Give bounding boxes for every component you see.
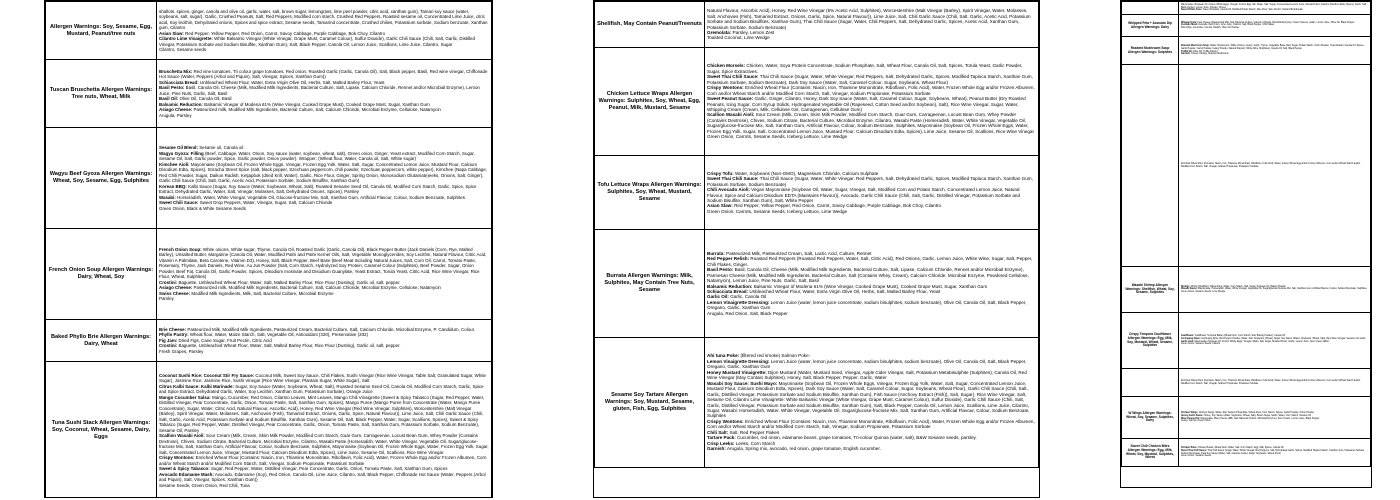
ingredient-text: Roasted Red Peppers (Roasted Red Peppers, Water, Salt, Citric Acid), Red Onions, Garlic, Lemon Juice, White Wine, Sugar, Salt, Pepper, Chili Flakes, Ginger. xyxy=(707,256,1033,267)
ingredient-text: Lemon Juice (water, lemon juice concentrate, sodium bisulphites, sodium benzoate), Olive Oil, Canola Oil, Salt, Black Pepper, Oregano, Garlic, Xanthan Gum xyxy=(707,299,1027,311)
menu-item-row xyxy=(595,338,1039,468)
ingredient-line xyxy=(707,381,1036,419)
ingredient-label: Sweet Thai Chili Sauce: xyxy=(707,74,759,80)
menu-item-ingredients xyxy=(1179,65,1371,267)
ingredient-text: Sour Cream (Milk, Cream, Skim Milk Powder, Modified Corn Starch, Guar Gum, Carrageenan, Locust Bean Gum, Whey Powder (Contains Dextrose), Chives, Sodium Citrate, Bacterial Culture, Microbial Enzyme, Cilantro, Wasabi Paste (Horseradish, Water, White Vinegar, Vegetable Oil, Sugar/glucose-fructose Mix, Salt, Xanthan Gum, Artificial Flavour, Colour, Sodium Benzoate, Sulphites, Mayonnaise (Soybean Oil, Frozen Whole Eggs, Water, Frozen Egg Yolk, Sugar, Salt, Concentrated Lemon Juice, Mustard Flour, Calcium Disodium Edta, Spices), Lime Juice, Sesame Oil, Scallions, Rice Wine Vinegar xyxy=(707,112,1034,134)
menu-item-ingredients xyxy=(157,2,492,60)
ingredient-label: Chicken Wings: xyxy=(1181,412,1199,415)
menu-item-ingredients xyxy=(157,60,492,128)
ingredient-text: Mayonnaise, Blue Cheese (Milk, Salt, Bacterial Culture, Microbial Enzyme), Sour Cream, Lemon Juice, Black Pepper xyxy=(1200,417,1320,420)
ingredient-text: Sour Cream (Milk, Cream, Skim Milk Powder, Modified Corn Starch, Guar Gum, Carrageenan, Locust Bean Gum, Whey Powder (Contains Dextrose), Chives, Sodium Citrate, Bacterial Culture, Microbial Enzyme, Cilantro, Wasabi Paste (Horseradish, Water, White Vinegar, Vegetable Oil, Sugar/glucose-fructose Mix, Salt, Xanthan Gum, Artificial Flavour, Colour, Sodium Benzoate, Sulphites, Mayonnaise (Soybean Oil, Frozen Whole Eggs, Water, Frozen Egg Yolk, Sugar, Salt, Concentrated Lemon Juice, Vinegar, Mustard Flour, Calcium Disodium Edta, Spices), Lime Juice, Sesame Oil, Scallions, Rice Wine Vinegar xyxy=(159,433,489,455)
ingredient-label: Chili Avocado Aioli: xyxy=(707,187,750,193)
ingredient-line xyxy=(707,96,1036,112)
menu-item-ingredients xyxy=(705,230,1039,338)
ingredient-label: Garlic Aioli: xyxy=(1181,340,1194,343)
ingredient-label: Phyllo Pastry: xyxy=(159,332,189,338)
ingredient-label: Gremolata: xyxy=(707,29,732,35)
ingredient-text: Gochujang (Rice, Red Pepper Powder, Water, Salt, Soybeans, Wheat), Sugar, Soy Sauce (Water, Soybeans, Wheat, Salt), Rice Wine Vinegar, Sesame Oil, Garlic xyxy=(1201,337,1366,340)
ingredient-line xyxy=(159,162,489,184)
ingredient-text: Thai Chili Sauce (Sugar, Water, White Vinegar, Red Peppers, Salt, Dehydrated Garlic, Spices, Modified Tapioca Starch, Xanthan Gum, Potassium Sorbate, Sodium Benzoate), Dark Soy Sauce (Water, Salt, Caramel Colour, Sugar, Soybeans, Wheat Flour) xyxy=(707,74,1033,85)
ingredient-label: Crisp Leeks: xyxy=(707,440,735,446)
ingredient-label: Burrata: xyxy=(707,250,725,256)
allergen-table-left xyxy=(45,1,492,498)
ingredient-label: Schiacciata Bread: xyxy=(707,288,749,294)
ingredient-text: Arugula, Red Onion, Salt, Black Pepper xyxy=(707,310,788,316)
ingredient-line xyxy=(707,359,1036,370)
ingredient-text: Cucumber, red onion, edamame beans, grape tomatoes, Tri-colour Quinoa (water, salt), B&W Sesame seeds, parsley. xyxy=(737,435,977,441)
ingredient-label: Brie Cheese: xyxy=(159,326,187,332)
ingredient-label: Sesame Oil Blend: xyxy=(159,145,198,150)
ingredient-label: Fig Jam: xyxy=(159,337,178,343)
menu-item-row xyxy=(595,2,1039,48)
menu-item-ingredients xyxy=(705,48,1039,156)
ingredient-label: Whipped Feta: xyxy=(1181,21,1197,24)
menu-item-name: Chicken Lettuce Wraps Allergen Warnings: Sulphites, Soy, Wheat, Egg, Peanut, Milk, Mustard, Sesame xyxy=(595,48,705,156)
ingredient-label: Shrimp: xyxy=(1181,285,1190,288)
menu-item-name: Wagyu Beef Gyoza Allergen Warnings: Wheat, Soy, Sesame, Egg, Sulphites xyxy=(46,128,157,229)
ingredient-text: Parsley, Lemon Zest xyxy=(732,29,775,35)
ingredient-line xyxy=(707,187,1036,203)
ingredient-label: Asian Slaw: xyxy=(159,30,184,36)
ingredient-line xyxy=(707,446,1036,451)
ingredient-line xyxy=(159,151,489,162)
ingredient-text: Mayonnaise (Soybean Oil, Frozen Whole Eggs, Vinegar, Frozen Egg Yolk, Water, Salt, Sugar, Concentrated Lemon Juice, Mustard Flour, Calcium Disodium Edta, Spices), Garlic, Salt, Black Pepper, Lemon Juice, Parsley, Chives xyxy=(1181,4,1367,9)
ingredient-text: Cauliflower, Tempura Batter (Wheat Flour, Corn Starch, Salt, Baking Powder), Canola Oil xyxy=(1194,335,1286,338)
ingredient-label: Red Pepper Relish: xyxy=(707,256,750,262)
ingredient-line xyxy=(159,472,489,483)
menu-item-ingredients xyxy=(1179,37,1371,65)
ingredient-label: Korean BBQ: xyxy=(159,183,187,189)
menu-item-name: Burrata Allergen Warnings: Milk, Sulphites, May Contain Tree Nuts, Sesame xyxy=(595,230,705,338)
allergen-menu-left xyxy=(44,0,493,498)
ingredient-text: Coconut Milk, Sweet Soy Sauce, Chili Flakes, Sushi Vinegar (Rice Wine Vinegar, Table Salt, Granulated Sugar, White Sugar), Jasmine Rice: Jasmine Rice, Sushi Vinegar (Rice Wine Vinegar, Plantain Sugar, White Sugar), Salt xyxy=(159,372,487,384)
ingredient-text: Green Onion, Carrots, Sesame Seeds, Iceberg Lettuce, Lime Wedge xyxy=(707,208,848,214)
menu-item-name: Crispy Tempura Cauliflower Allergen Warnings: Egg, Milk, Soy, Mustard, Wheat, Sesame, Sulphites xyxy=(1122,313,1179,369)
ingredient-line xyxy=(159,47,489,53)
allergen-menu-center xyxy=(593,0,1040,498)
menu-item-ingredients xyxy=(157,320,492,362)
ingredient-line xyxy=(707,209,1036,214)
ingredient-text: Sugar, Red Pepper, Water, Distilled Vinegar, Pear Concentrate, Garlic, Onion, Tomato Paste, Salt, Xanthan Gum, Spices xyxy=(210,466,448,472)
menu-item-row xyxy=(46,60,492,128)
ingredient-text: Wheat flour, Water, Maize Starch, Salt, Vegetable Oil, Antioxidant (320), Preservative (202) xyxy=(189,332,368,338)
menu-item-name xyxy=(1122,369,1179,397)
ingredient-line xyxy=(707,63,1036,74)
ingredient-label: Sweet Thai Chili Sauce: xyxy=(707,176,759,182)
ingredient-label: Cauliflower: xyxy=(1181,335,1195,338)
ingredient-text: Mango, Cucumber, Red Onion, Cilantro Leaves, Mint Leaves, Mango Chili Vinaigrette (Sweet & Spicy Tabasco (Sugar, Red Pepper, Water, Distilled Vinegar, Pear Concentrate, Garlic, Onion, Tomato Paste, Salt, Xanthan Gum, Spices), Mango Puree (Mango Puree from Concentrate (Water, Mango Puree Concentrate), Sugar, Water, Citric Acid, Natural Flavour, Ascorbic Acid), Honey, Red Wine Vinegar (Red Wine Vinegar, Sulphites), Worcestershire (Malt Vinegar (Barley), Spirit Vinegar, Water, Molasses, Salt, Anchovies (Fish), Tamarind Extract, Onions, Garlic, Spice, Natural Flavour)), Lime Juice, Salt, Chili Garlic Sauce (Chili, Salt, Garlic, Acetic Acid, Potassium Sorbate and Sodium Bisulfite, Xanthan Gum), Sesame Oil, Salt, Black Pepper, Water, Sugar, Scallions, Spices), Sweet & Spicy Tabasco (Sugar, Red Pepper, Water, Distilled Vinegar, Pear Concentrate, Garlic, Onion, Tomato Paste, Salt, Xanthan Gum, Potassium Sorbate, Sodium Benzoate), Sesame Oil, Parsley xyxy=(159,394,485,433)
ingredient-text: (filtered red smoke) Salmon Poke: xyxy=(740,353,810,359)
menu-item-name: Allergen Warnings: Soy, Sesame, Egg, Mustard, Peanut/tree nuts xyxy=(46,2,157,60)
ingredient-label: Wasabi Soy Sauce: Sushi Mayo: xyxy=(707,380,778,386)
menu-item-ingredients xyxy=(1179,313,1371,369)
ingredient-label: Sweet Potato Fries: xyxy=(1181,9,1203,12)
ingredient-text: White onions, White sugar, Thyme, Canola Oil, Roasted Garlic (Garlic, Canola Oil), Black Pepper Butter (Jack Daniels (Corn, Rye, Malted Barley), Unsalted Butter, Margarine (Canola Oil, Water, Modified Palm and Palm Kernel Oils, Salt, Vegetable Monoglycerides, Soy Lecithin, Natural Flavour, Citric Acid, Vitamin A Palmitate, Beta Carotene, Vitamin D3), Honey, Salt, Black Pepper, Beef Base (Beef Meat Including Natural Juices, Salt, Corn Oil, Carrot, Tomato Paste, Rosemary, Thyme, Jack Daniels, Red Wine, Au Jus Powder (Salt, Corn Starch, Hydrolyzed Soy Protein, Caramel Colour (Sulphites), Beef Powder, Sugar, Onion Powder, Beef Fat, Canola Oil, Garlic Powder, Spices, Disodium Inosinate and Disodium Guanylate, Yeast Extract, Torula Yeast, Citric Acid, Rice Wine Vinegar, Rice Flour, Wheat, Sulphites) xyxy=(159,246,487,279)
ingredient-label: Avocado Edamame Mash: xyxy=(159,471,214,477)
menu-item-row xyxy=(46,229,492,320)
ingredient-text: Unbleached Wheat Flour, Water, Extra Virgin Olive Oil, Herbs, Salt, Malted Barley Flour, Yeast xyxy=(749,288,941,294)
ingredient-text: Arugula, Parsley xyxy=(159,112,192,118)
ingredient-text: Mayonnaise (Soybean Oil, Frozen Whole Eggs, Vinegar, Frozen Egg Yolk, Water, Salt, Sugar, Concentrated Lemon Juice, Mustard Flour, Calcium Disodium Edta, Spices), Sriracha Street Spice (salt, black pepper, Szechuan peppercorn, chili powder, Szechuan peppercorn, white pepper), Kimchee (Napa Cabbage, Red Chili Powder, Sugar, Daikon Radish, Ketjapbok (dried Krill, Water), Garlic, Rice Flour, Ginger, Spring Onion, Monosodium Glutamate)eeks, Onions, Salt, Ginger), Garlic Chili Sauce (Chili, Salt, Garlic, Acetic Acid, Potassium Sorbate, Sodium Bisulfite, Xanthan Gum) xyxy=(159,161,488,183)
allergen-table-center xyxy=(594,1,1039,468)
menu-item-ingredients xyxy=(1179,15,1371,37)
ingredient-text: Sesame Seeds, Green Onion, Red Chili, Tuna xyxy=(159,482,250,488)
ingredient-label: Asiago Cheese: xyxy=(159,285,193,290)
ingredient-text: Red vine tomatoes, Tri colour grape tomatoes, Red onion, Roasted Garlic (Garlic, Canola Oil), Salt, Black pepper, Basil, Red wine vinegar, Chiffonade Hot Sauce (Water, Peppers (Arbol and Piquin), Salt, Vinegar, Spices, Xanthan Gum)) xyxy=(159,68,488,80)
ingredient-label: Crispy Wontons: xyxy=(159,455,195,461)
menu-item-name: Tuna Sushi Stack Allergen Warnings: Soy, Coconut, Wheat, Sesame, Dairy, Eggs xyxy=(46,362,157,499)
ingredient-text: Enriched Wheat Flour (Contains: Niacin, Iron, Thiamine Mononitrate, Riboflavin, Folic Acid), Water, Frozen Whole Egg and/or Frozen Albumen, Corn and/or Wheat Starch and/or Modified Corn Starch, Salt, Vinegar, Sodium Propionate, Potassium Sorbate xyxy=(1181,162,1361,168)
ingredient-text: Balsamic Vinegar of Modena 61% (Wine Vinegar, Cooked Grape Must), Cooked Grape Must, Sugar, Xanthan Gum xyxy=(753,283,988,289)
ingredient-label: Wasabi: xyxy=(159,194,176,200)
menu-item-name: Sweet Chili Chicken Bites Allergen Warnings: Egg, Milk, Wheat, Soy, Mustard, Sulphites, Wheat xyxy=(1122,439,1179,467)
menu-item-row xyxy=(1122,65,1371,267)
ingredient-text: Vegan Mayonnaise (Soybean Oil, Water, Sugar, Vinegar, Salt, Modified Corn and Potato Starch, Concentrated Lemon Juice, Natural Flavour, Spice and Calcium Disodium EDTA (Maintains Flavour)), Avocado, Garlic Chili Sauce (Chili, Salt, Garlic, Distilled Vinegar, Potassium Sorbate and Sodium Bisulfite, Xanthan Gum), Salt, White Pepper xyxy=(707,187,1021,203)
menu-item-name: Tuscan Bruschetta Allergen Warnings: Tree nuts, Wheat, Milk xyxy=(46,60,157,128)
ingredient-label: Crostini: xyxy=(159,343,178,349)
ingredient-label: Lemon Vinaigrette Dressing: xyxy=(707,299,770,305)
ingredient-text: Thai Chili Sauce (Sugar, Water, White Vinegar, Red Peppers, Salt, Dehydrated Garlic, Spices, Modified Tapioca Starch, Xanthan Gum, Potassium Sorbate, Sodium Benzoate), Dark Soy Sauce (Water, Salt, Caramel Colour, Sugar, Soybeans, Wheat Flour) xyxy=(1181,449,1365,455)
ingredient-text: Natural Flavour, Ascorbic Acid), Honey, Red Wine Vinegar (5% Acetic Acid, Sulphites), Worcestershire (Malt Vinegar (Barley), Spirit Vinegar, Water, Molasses, Salt, Anchovies (Fish), Tamarind Extract, Onions, Garlic, Spice, Natural Flavour)), Lime Juice, Salt, Chili Garlic Sauce (Chili, Salt, Garlic, Acetic Acid, Potassium Sorbate and Sodium Bisulfites, Xanthan Gum), Thai Chili Sauce (Sugar, Water, Chili Peppers, Salt, Dehydrated Garlic, Spices, Acetic Acid, Xanthan Gum, Potassium Sorbate, Sodium Benzoate) xyxy=(707,8,1031,30)
ingredient-text: Green Onion, Black & White Sesame Seeds xyxy=(159,205,246,211)
ingredient-line xyxy=(159,384,489,395)
ingredient-text: Baguette, Unbleached Wheat Flour, Water, Salt, Malted Barley Flour, Rice Flour (Dusting), Garlic oil, salt, pepper. xyxy=(178,279,401,285)
ingredient-label: Mango Cucumber Salsa: xyxy=(159,394,211,400)
ingredient-line xyxy=(707,85,1036,96)
menu-item-ingredients xyxy=(1179,2,1371,15)
menu-item-row xyxy=(1122,37,1371,65)
ingredient-line xyxy=(1181,380,1368,385)
menu-item-name xyxy=(1122,65,1179,267)
menu-item-ingredients xyxy=(705,338,1039,468)
ingredient-line xyxy=(1181,27,1368,30)
ingredient-line xyxy=(707,311,1036,316)
ingredient-text: Avocado, Edamame (Soy), Red Onion, Canola Oil, Lime Juice, Cilantro, Salt, Black Pepper, Chiffonade Hot Sauce (Water, Peppers (Arbol and Piquin), Salt, Vinegar, Spices, Xanthan Gum)) xyxy=(159,471,486,483)
ingredient-text: Feta Cheese (Pasteurized Milk, Salt, Bacterial Culture, Calcium Chloride, Microbial Enzyme), Cream Cheese, Garlic, Lemon Juice, Olive Oil, Black Pepper xyxy=(1197,21,1355,24)
ingredient-line xyxy=(159,483,489,489)
ingredient-label: Bruschetta Mix: xyxy=(159,68,193,74)
ingredient-line xyxy=(1181,291,1368,294)
ingredient-line xyxy=(159,107,489,113)
menu-item-name: Baked Phyllo Brie Allergen Warnings: Dairy, Wheat xyxy=(46,320,157,362)
ingredient-label: Roasted Mushroom Soup: xyxy=(1181,45,1210,48)
ingredient-text: Enriched Wheat Flour (Contains: Niacin, Iron, Thiamine Mononitrate, Riboflavin, Folic Acid), Water, Frozen Whole Egg and/or Frozen Albumen, Corn and/or Wheat Starch and/or Modified Corn Starch, Salt, Vinegar, Sodium Propionate, Potassium Sorbate xyxy=(707,418,1035,430)
ingredient-label: Ahi tuna Poke: xyxy=(707,353,740,359)
menu-item-row xyxy=(46,362,492,499)
ingredient-text: Mayonnaise, Horseradish, Water, White Vinegar, Vegetable Oil, Sugar/glucose-fructose Mix, Salt, Xanthan Gum, Artificial Flavour, Colour, Sodium Benzoate, Sulphites xyxy=(1197,288,1367,291)
ingredient-line xyxy=(159,85,489,96)
ingredient-text: shallots, spices, ginger, canola and olive oil, garlic, water, salt, brown sugar, lemongrass, lime peel powder, citric acid, xanthan gum), Tamari soy sauce (water, soybeans, salt, sugar), Garlic, Crushed Peanuts, Salt, Red Peppers, Modified corn starch, Crushed Red Peppers, Roasted sesame oil, Concentrated Lime Juice, citric acid, Soy lecithin, Dehydrated onions, Spices and spice extract, Sesame seeds, Tamarind concentrate, Crushed chilies, Potassium sorbate, Sodium benzoate, Xanthan gum, Cilantro xyxy=(159,8,488,30)
ingredient-line xyxy=(159,373,489,384)
ingredient-line xyxy=(1181,455,1368,458)
ingredient-line xyxy=(707,134,1036,139)
ingredient-text: Kalbi Sauce (Sugar, Soy Sauce (Water, Soybeans, Wheat, Salt), Roasted Sesame Seed Oil, Canola Oil, Modified Corn Starch, Garlic, Spice, Spice Extract, Dehydrated Garlic, Water, Salt, Vinegar, Molasses, Salt, Dehydrated Onions, Spices), Parsley xyxy=(159,183,477,194)
ingredient-text: Pasteurized Milk, Pasteurized Cream, Salt, Lactic Acid, Culture, Rennet xyxy=(726,250,872,256)
ingredient-label: Swiss Cheese: xyxy=(159,290,191,296)
ingredient-text: Green Onion, Carrots, Sesame Seeds, Iceberg Lettuce, Lime Wedge xyxy=(707,134,848,140)
ingredient-text: Toasted Coconut, Lime Wedge xyxy=(707,35,770,41)
ingredient-label: Citrus Kalbi Sauce: Kalbi Marinade: xyxy=(159,383,234,389)
ingredient-label: Asiago Cheese: xyxy=(159,107,193,113)
menu-item-row xyxy=(1122,439,1371,467)
ingredient-text: Dried Figs, Cane Sugar, Fruit Pectin, Citric Acid xyxy=(178,337,272,343)
ingredient-text: Balsamic Vinegar of Modena 61% (Wine Vinegar, Cooked Grape Must), Cooked Grape Must, Sugar, Xanthan Gum xyxy=(204,101,430,107)
ingredient-label: Crispy Wontons: xyxy=(707,85,744,91)
ingredient-label: Avocado Mash: xyxy=(1181,24,1198,27)
ingredient-label: Sweet Peanut Sauce: xyxy=(707,96,754,102)
ingredient-text: Celery, Carrots, Green Onion xyxy=(1181,420,1211,423)
ingredient-label: Basil Oil: xyxy=(159,96,179,102)
ingredient-text: Basil, Canola Oil, Cheese (Milk, Modified Milk Ingredients, Bacterial Culture, Salt, Lipase, Calcium Chloride, Rennet and/or Microbial Enzyme), Parmesan Cheese (Milk, Modified Milk Ingredients, Bacterial Culture, Salt (Contains Whey, Cream), Calcium Chloride, Microbial Enzyme, Powdered Cellulose, Natamycin), Lemon Juice, Pine Nuts, Garlic, Salt, Basil xyxy=(707,267,1029,284)
ingredient-line xyxy=(159,113,489,119)
menu-item-name xyxy=(1122,2,1179,15)
menu-item-row xyxy=(46,2,492,60)
ingredient-text: Thai Chili Sauce (Sugar, Water, White Vinegar, Red Peppers, Salt, Dehydrated Garlic, Spices, Modified Tapioca Starch, Xanthan Gum, Potassium Sorbate, Sodium Benzoate) xyxy=(707,176,1033,187)
ingredient-label: Garnish: xyxy=(707,446,726,452)
ingredient-text: Red Pepper, Yellow Pepper, Red Onion, Carrot, Savoy Cabbage, Purple Cabbage, Bok Choy, Cilantro xyxy=(734,203,942,209)
ingredient-label: Wasabi Sauce: xyxy=(1181,288,1198,291)
ingredient-label: Chili Salt: xyxy=(707,429,729,435)
ingredient-text: Pita Chips, Cucumber, Carrots, Radish, Olive Oil, Parsley xyxy=(1181,26,1240,29)
menu-item-row xyxy=(1122,397,1371,439)
ingredient-line xyxy=(159,69,489,80)
ingredient-text: Baguette, Unbleached Wheat Flour, Water, Salt, Malted Barley Flour, Rice Flour (Dusting), Garlic oil, salt, pepper. xyxy=(178,343,401,349)
ingredient-text: Green Onion, Sesame Seeds xyxy=(1181,455,1212,458)
ingredient-label: Gochujang Glaze: xyxy=(1181,337,1201,340)
allergen-menu-right xyxy=(1120,0,1372,488)
ingredient-line xyxy=(707,8,1036,30)
ingredient-text: Unbleached Wheat Flour, Water, Extra Virgin Olive Oil, Herbs, Salt, Malted Barley Flour, Yeast xyxy=(199,79,385,85)
ingredient-label: Tartare Pack: xyxy=(707,435,736,441)
ingredient-text: Chicken Wings, Water, Salt, Sodium Phosphate, Wheat Flour, Corn Starch, Spices, Garlic Powder, Onion Powder xyxy=(1198,412,1315,415)
ingredient-label: Kimchee Aioli: xyxy=(159,161,190,167)
ingredient-line xyxy=(707,176,1036,187)
menu-item-ingredients xyxy=(1179,439,1371,467)
ingredient-text: Olive Oil, Canola Oil, Basil xyxy=(179,96,232,102)
ingredient-text: Red Pepper, Yellow Pepper, Red Onion, Carrot, Savoy Cabbage, Purple Cabbage, Bok Choy, Cilantro xyxy=(185,30,386,36)
ingredient-text: Fresh Grapes, Parsley xyxy=(159,348,204,354)
ingredient-text: Sesame oil, Canola oil xyxy=(199,145,244,150)
ingredient-label: Garnish: xyxy=(1181,53,1191,56)
ingredient-text: Water, Soybeans (Non-GMO), Magnesium Chloride, Calcium Sulphate xyxy=(735,170,879,176)
ingredient-line xyxy=(159,9,489,31)
menu-item-row xyxy=(46,320,492,362)
ingredient-text: Arugula, Spring mix, avocado, red onion, grape tomatoe, English cucumber. xyxy=(726,446,881,452)
menu-item-row xyxy=(46,128,492,229)
ingredient-line xyxy=(159,455,489,466)
ingredient-label: Sweet Chili Sauce: xyxy=(159,200,199,205)
ingredient-label: Crostini: xyxy=(159,279,178,285)
ingredient-text: Shrimp (Shellfish), Wheat Flour, Water, Corn Starch, Salt, Sugar, Soybean Oil, Baking Powder xyxy=(1190,285,1286,288)
ingredient-label: Scallion Wasabi Aioli: xyxy=(159,433,205,439)
ingredient-line xyxy=(159,184,489,195)
menu-item-ingredients xyxy=(1179,267,1371,313)
ingredient-text: Chives, Parsley, Shaved Mushrooms xyxy=(1191,53,1229,56)
menu-item-name: Shellfish, May Contain Peanut/Treenuts xyxy=(595,2,705,48)
ingredient-text: Pasteurized milk, Modified Milk Ingredients, Bacterial Culture, Salt, Calcium Chloride, Microbial Enzyme, Cellulose, Natamycin xyxy=(193,285,441,290)
ingredient-text: Modified Milk Ingredients, Milk, Salt, Bacterial Culture, Microbial Enzyme xyxy=(191,290,334,296)
ingredient-label: Wagyu Gyoza: Filling xyxy=(159,150,204,156)
menu-item-row xyxy=(595,230,1039,338)
ingredient-text: Sugar, Soy Sauce (Water, Soybeans, Wheat, Salt), Roasted Sesame Seed Oil, Canola Oil, Modified Corn Starch, Garlic, Spice and Spice Extract, Dehydrated Garlic, Water, Soy Lecithin, Xanthan Gum, Potassium Sorbate), Orange Juice xyxy=(159,383,484,395)
ingredient-text: Green Onion, Sesame Seeds, Cilantro xyxy=(1181,343,1221,346)
ingredient-label: Asian Slaw: xyxy=(707,203,733,209)
ingredient-line xyxy=(707,35,1036,40)
ingredient-text: Enriched Wheat Flour (Contains: Niacin, Iron, Thiamine Mononitrate, Riboflavin, Folic Acid), Water, Frozen Whole Egg and/or Frozen Albumen, Corn and/or Wheat Starch and/or Modified Corn Starch, Salt, Vinegar, Sodium Propionate, Potassium Sorbate xyxy=(1181,379,1361,385)
ingredient-text: Enriched Wheat Flour (Contains: Niacin, Iron, Thiamine Mononitrate, Riboflavin, Folic Acid), Water, Frozen Whole Egg and/or Frozen Albumen, Corn and/or Wheat Starch and/or Modified Corn Starch, Salt, Vinegar, Sodium Propionate, Potassium Sorbate xyxy=(159,455,487,466)
ingredient-text: Pasteurized Milk, Modified Milk Ingredients, Pasteurized Cream, Bacterial Culture, Salt, Calcium Chloride, Microbial Enzyme, P. Candidum, Colour. xyxy=(187,326,476,332)
ingredient-label: Schiacciata Bread: xyxy=(159,79,199,85)
ingredient-label: Basil Pesto: xyxy=(159,85,185,91)
ingredient-label: French Onion Soup: xyxy=(159,246,202,252)
menu-item-ingredients xyxy=(157,362,492,499)
ingredient-text: Salt, Red Pepper Flakes xyxy=(729,429,780,435)
ingredient-text: Garlic, Canola Oil xyxy=(730,294,767,300)
ingredient-text: Green Onion, Sesame Seeds, Lime Wedge xyxy=(1181,290,1226,293)
ingredient-line xyxy=(707,300,1036,311)
menu-item-name: Sesame Soy Tartare Allergen Warnings: Soy, Mustard, Sesame, gluten, Fish, Egg, Sulphites xyxy=(595,338,705,468)
ingredient-line xyxy=(159,296,489,302)
ingredient-text: Honey, Soy Sauce (Water, Soybeans, Wheat, Salt), Brown Sugar, Garlic, Water, Corn Starch, Sesame Oil xyxy=(1203,414,1312,417)
ingredient-text: Mayonnaise (Soybean Oil, Frozen Whole Eggs, Vinegar, Water, Salt, Sugar, Mustard Flour), Garlic, Lemon Juice, Sour Cream (Milk) xyxy=(1194,340,1329,343)
ingredient-text: Garlic, Ginger, Cilantro, Honey, Dark Soy Sauce (Water, Salt, Caramel Colour, Sugar, Soybeans, Wheat), Peanut Butter (Dry Roasted Peanuts, Icing Sugar, Corn Syrup Solids, Hydrogenated Vegetable Oil (Rapeseed, Cotton Seed and/or Soybean), Salt), Rice Wine Vinegar, Sugar, Water, Whipping Cream (Cream, Milk, Cellulose Gel, Carrageenan, Cellulose Gum) xyxy=(707,96,1026,112)
ingredient-label: Crispy Tofu: xyxy=(707,170,734,176)
ingredient-text: Chicken Breast, Wheat Flour, Water, Salt, Corn Starch, Egg, Milk, Spices, Canola Oil xyxy=(1197,447,1284,450)
ingredient-label: Sweet Thai Chili Sauce: xyxy=(1181,449,1207,452)
menu-item-row xyxy=(595,48,1039,156)
ingredient-line xyxy=(707,256,1036,267)
ingredient-label: Coconut Sushi Rice: Coconut Stir Fry Sauce: xyxy=(159,372,255,378)
ingredient-line xyxy=(707,419,1036,430)
ingredient-label: Balsamic Reduction: xyxy=(707,283,753,289)
ingredient-label: Garlic Oil: xyxy=(707,294,729,300)
menu-item-ingredients xyxy=(705,2,1039,48)
ingredient-line xyxy=(707,74,1036,85)
menu-item-row xyxy=(595,156,1039,230)
ingredient-text: Avocado, Red Onion, Lime Juice, Cilantro, Salt, Black Pepper, Chili Flakes xyxy=(1198,24,1275,27)
ingredient-label: Chicken Morsels: xyxy=(707,63,746,69)
ingredient-label: Truffle Oil: xyxy=(1181,50,1193,53)
ingredient-line xyxy=(159,349,489,355)
ingredient-line xyxy=(159,247,489,280)
ingredient-text: White Balsamic Vinegar (White Vinegar, Grape Must, Caramel Colour), Sulfur Dioxide), Garlic Chili Sauce (Chili, Salt, Garlic, Distilled Vinegar, Potassium Sorbate and Sodium Bisulfite, Xanthan Gum), Salt, Black Pepper, Canola Oil, Lemon Juice, Scallions, Lime Juice, Cilantro, Sugar xyxy=(159,36,475,47)
ingredient-text: Enriched Wheat Flour (Contains: Niacin, Iron, Thiamine Mononitrate, Riboflavin, Folic Acid), Water, Frozen Whole Egg and/or Frozen Albumen, Corn and/or Wheat Starch and/or Modified Corn Starch, Salt, Vinegar, Sodium Propionate, Potassium Sorbate xyxy=(707,85,1035,96)
ingredient-label: Lemon Vinaigrette Dressing: xyxy=(707,358,770,364)
ingredient-text: Horseradish, Water, White Vinegar, Vegetable Oil, Glucose-fructose Mix, Salt, Xanthan Gum, Artificial Flavour, Colour, Sodium Benzoate, Sulphites xyxy=(177,194,465,200)
ingredient-text: Sweet Potatoes, Canola Oil, Modified Potato Starch, Rice Flour, Salt, Dextrin, Sodium Bicarbonate xyxy=(1202,9,1303,12)
ingredient-text: Chicken, Water, Soya Protein Concentrate, Sodium Phosphate, Salt, Wheat Flour, Canola Oil, Salt, Spices, Torula Yeast, Garlic Powder, Sugar, Spice Extractives. xyxy=(707,63,1023,74)
menu-item-ingredients xyxy=(705,156,1039,230)
ingredient-label: Crispy Wontons: xyxy=(707,418,744,424)
ingredient-label: Honey Mustard Vinaigrette: xyxy=(707,369,767,375)
ingredient-text: Dijon Mustard (Water, Mustard Seed, Vinegar, Apple Cider Vinegar, Salt, Potassium Metabisulphite (Sulphites), Canola Oil, Red Wine Vinegar (May Contain Sulphites), Honey, Salt, Black Pepper, Pepper, Garlic, Water xyxy=(707,369,1027,381)
ingredient-text: Olive Oil, Truffle Flavour xyxy=(1193,50,1218,53)
ingredient-line xyxy=(1181,163,1368,168)
ingredient-label: Blue Cheese Dip: xyxy=(1181,417,1200,420)
ingredient-text: Parsley xyxy=(159,296,174,301)
menu-item-ingredients xyxy=(157,128,492,229)
ingredient-text: Sweet Drop Peppers, Water, Vinegar, Sugar, Salt, Calcium Chloride xyxy=(199,200,333,205)
ingredient-line xyxy=(159,433,489,455)
ingredient-label: Honey Garlic Sauce: xyxy=(1181,414,1204,417)
ingredient-label: Cilantro Lime Vinaigrette: xyxy=(159,36,213,41)
menu-item-row xyxy=(1122,2,1371,15)
ingredient-label: Balsamic Reduction: xyxy=(159,101,203,107)
ingredient-line xyxy=(1181,9,1368,12)
ingredient-text: Lemon Juice (water, lemon juice concentrate, sodium bisulphites, sodium benzoate), Olive Oil, Canola Oil, Salt, Black Pepper, Oregano, Garlic, Xanthan Gum xyxy=(707,358,1027,370)
menu-item-row xyxy=(1122,369,1371,397)
menu-item-name: Roasted Mushroom Soup Allergen Warnings: Sulphites xyxy=(1122,37,1179,65)
menu-item-row xyxy=(1122,313,1371,369)
ingredient-text: Leeks, Corn Starch xyxy=(735,440,776,446)
ingredient-line xyxy=(707,112,1036,134)
menu-item-name: Wasabi Shrimp Allergen Warnings: Shellfish, Wheat, Soy, Sesame, Sulphites xyxy=(1122,267,1179,313)
ingredient-label: Basil Pesto: xyxy=(707,267,734,273)
ingredient-text: Mayonnaise (Soybean Oil, Frozen Whole Eggs, Vinegar, Frozen Egg Yolk, Water, Salt, Sugar, Concentrated Lemon Juice, Mustard Flour, Calcium Disodium Edta, Spices), Dark Soy Sauce (Water, Salt, Caramel Colour, Sugar, Soybeans, Wheat Flour), Garlic Chili Sauce (Chili, Salt, Garlic, Distilled Vinegar, Potassium Sorbate and Sodium Bisulfite, Xanthan Gum), Fish Sauce (Anchovy Extract (Fish)), Salt, Sugar), Rice Wine Vinegar, Salt, Sesame Oil, Cilantro Lime Vinaigrette: White Balsamic Vinegar (White Vinegar, Grape Must, Caramel Colour), Sulfur Dioxide), Garlic Chili Sauce (Chili, Salt, Garlic, Distilled Vinegar, Potassium Sorbate and Sodium Bisulfite, Xanthan Gum), Salt, Black Pepper, Canola Oil, Lemon Juice, Scallions, Lime Juice, Cilantro, Sugar. Wasabi: Horseradish, Water, White Vinegar, Vegetable Oil, Sugar/glucose-fructose Mix, Salt, Xanthan Gum, Artificial Flavour, Colour, Sodium Benzoate, Sulphites xyxy=(707,380,1030,419)
ingredient-line xyxy=(159,36,489,47)
ingredient-label: Chicken Bites: xyxy=(1181,447,1197,450)
menu-item-ingredients xyxy=(1179,397,1371,439)
ingredient-label: Sweet & Spicy Tabasco: xyxy=(159,466,210,472)
ingredient-text: Cilantro, Sesame seeds xyxy=(159,47,207,52)
menu-item-name: Whipped Feta + Avocado Dip Allergen Warnings: Dairy xyxy=(1122,15,1179,37)
menu-item-name: W Wings Allergen Warnings: Wheat, Soy, Sesame, Sulphites, Dairy xyxy=(1122,397,1179,439)
ingredient-line xyxy=(707,370,1036,381)
ingredient-line xyxy=(159,206,489,212)
menu-item-ingredients xyxy=(157,229,492,320)
ingredient-text: Pasteurized milk, Modified Milk Ingredients, Bacterial Culture, Salt, Calcium Chloride, Microbial Enzyme, Cellulose, Natamycin xyxy=(193,107,441,113)
ingredient-label: Scallion Wasabi Aioli: xyxy=(707,112,755,118)
menu-item-name: Tofu Lettuce Wraps Allergen Warnings: Sulphites, Soy, Wheat, Mustard, Sesame xyxy=(595,156,705,230)
menu-item-ingredients xyxy=(1179,369,1371,397)
menu-item-row xyxy=(1122,15,1371,37)
ingredient-line xyxy=(707,267,1036,283)
menu-item-name: French Onion Soup Allergen Warnings: Dairy, Wheat, Soy xyxy=(46,229,157,320)
ingredient-text: (Beef, Cabbage, Water, Onion, Soy sauce (water, soybean, wheat, salt), Green onion, Ginger, Yeast extract, Modified Corn Starch, Sugar, Sesame Oil, Salt, Garlic powder, Spice, Garlic powder, Onion powder). Wrapper: (Wheat flour, Water, Canola oil, Salt, White sugar) xyxy=(159,150,475,161)
menu-item-row xyxy=(1122,267,1371,313)
allergen-table-right xyxy=(1121,1,1371,467)
ingredient-text: Water, Mushrooms, White Onions, Celery, Garlic, Thyme, Vegetable Base (Salt, Sugar, Potato Starch, Onion Powder, Yeast Extract, Canola Oil, Spices, Garlic Powder, Carrot Powder, Celery Powder, Natural Flavour), White Wine (Sulphites), Canola Oil, Salt, Black Pepper xyxy=(1181,45,1365,50)
ingredient-line xyxy=(159,395,489,434)
ingredient-text: Basil, Canola Oil, Cheese (Milk, Modified Milk Ingredients, Bacterial Culture, Salt, Lipase, Calcium Chloride, Rennet and/or Microbial Enzyme), Lemon Juice, Pine Nuts, Garlic, Salt, Basil xyxy=(159,85,480,96)
